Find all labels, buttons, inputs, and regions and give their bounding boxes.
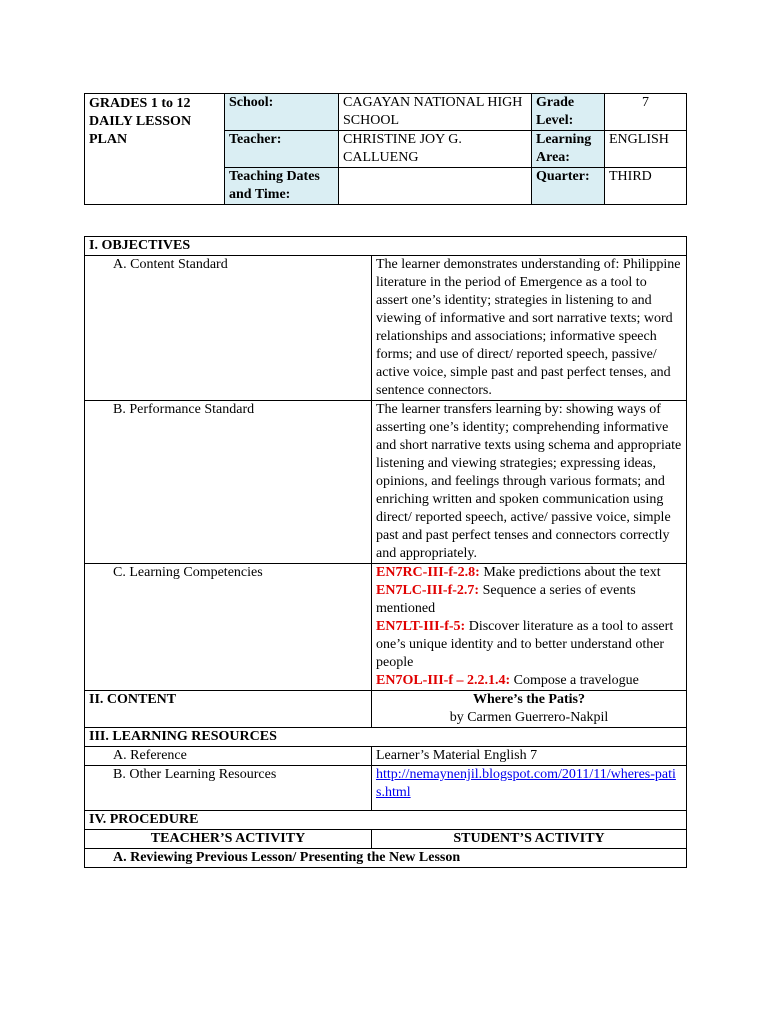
other-resources-link[interactable]: http://nemaynenjil.blogspot.com/2011/11/wheres-patis.html	[376, 767, 676, 800]
learning-area-label: Learning Area:	[532, 131, 605, 168]
content-standard-text: The learner demonstrates understanding of: Philippine literature in the period of Emergence as a tool to assert one’s identity; strategies in listening to and viewing of informative and sort narrative texts; word relationships and associations; informative speech forms; and use of direct/ reported speech, passive/ active voice, simple past and past perfect tenses, and sentence connectors.	[372, 256, 687, 401]
learning-competencies-label: C. Learning Competencies	[85, 564, 372, 691]
grade-value: 7	[605, 94, 687, 131]
teacher-label: Teacher:	[225, 131, 339, 168]
content-cell	[372, 691, 687, 728]
learning-area-value: ENGLISH	[605, 131, 687, 168]
student-activity-header: STUDENT’S ACTIVITY	[372, 830, 687, 849]
competency-code: EN7RC-III-f-2.8:	[376, 565, 480, 580]
teaching-dates-label: Teaching Dates and Time:	[225, 168, 339, 205]
performance-standard-label: B. Performance Standard	[85, 401, 372, 564]
objectives-heading: I. OBJECTIVES	[85, 237, 687, 256]
competency-text: Compose a travelogue	[510, 673, 639, 688]
competency-text: Make predictions about the text	[479, 565, 661, 580]
other-resources-cell	[372, 766, 687, 811]
quarter-value: THIRD	[605, 168, 687, 205]
story-author: by Carmen Guerrero-Nakpil	[449, 710, 609, 725]
lesson-plan-table	[84, 236, 687, 868]
competency-text: Discover literature as a tool to assert one’s unique identity and to better understand other people	[376, 619, 674, 670]
reference-value: Learner’s Material English 7	[372, 747, 687, 766]
competency-text: Sequence a series of events mentioned	[376, 583, 636, 616]
plan-title: GRADES 1 to 12 DAILY LESSON PLAN	[85, 94, 225, 205]
learning-competencies-list	[372, 564, 687, 691]
performance-standard-text: The learner transfers learning by: showing ways of asserting one’s identity; comprehending informative and short narrative texts using schema and appropriate listening and viewing strategies; expressing ideas, opinions, and feelings through various formats; and enriching written and spoken communication using direct/ reported speech, active/ passive voice, simple past and past perfect tenses and connectors correctly and appropriately.	[372, 401, 687, 564]
competency-item	[376, 618, 682, 672]
school-value: CAGAYAN NATIONAL HIGH SCHOOL	[339, 94, 532, 131]
grade-label: Grade Level:	[532, 94, 605, 131]
school-label: School:	[225, 94, 339, 131]
quarter-label: Quarter:	[532, 168, 605, 205]
competency-code: EN7LT-III-f-5:	[376, 619, 466, 634]
teacher-value: CHRISTINE JOY G. CALLUENG	[339, 131, 532, 168]
learning-resources-heading: III. LEARNING RESOURCES	[85, 728, 687, 747]
story-title: Where’s the Patis?	[473, 692, 585, 707]
competency-code: EN7LC-III-f-2.7:	[376, 583, 480, 598]
other-resources-label: B. Other Learning Resources	[85, 766, 372, 811]
procedure-heading: IV. PROCEDURE	[85, 811, 687, 830]
competency-item	[376, 582, 682, 618]
content-standard-label: A. Content Standard	[85, 256, 372, 401]
competency-item	[376, 564, 682, 582]
competency-code: EN7OL-III-f – 2.2.1.4:	[376, 673, 511, 688]
competency-item	[376, 672, 682, 690]
reference-label: A. Reference	[85, 747, 372, 766]
header-table	[84, 93, 687, 205]
teaching-dates-value	[339, 168, 532, 205]
teacher-activity-header: TEACHER’S ACTIVITY	[85, 830, 372, 849]
procedure-step-a: A. Reviewing Previous Lesson/ Presenting the New Lesson	[85, 849, 687, 868]
content-heading: II. CONTENT	[85, 691, 372, 728]
